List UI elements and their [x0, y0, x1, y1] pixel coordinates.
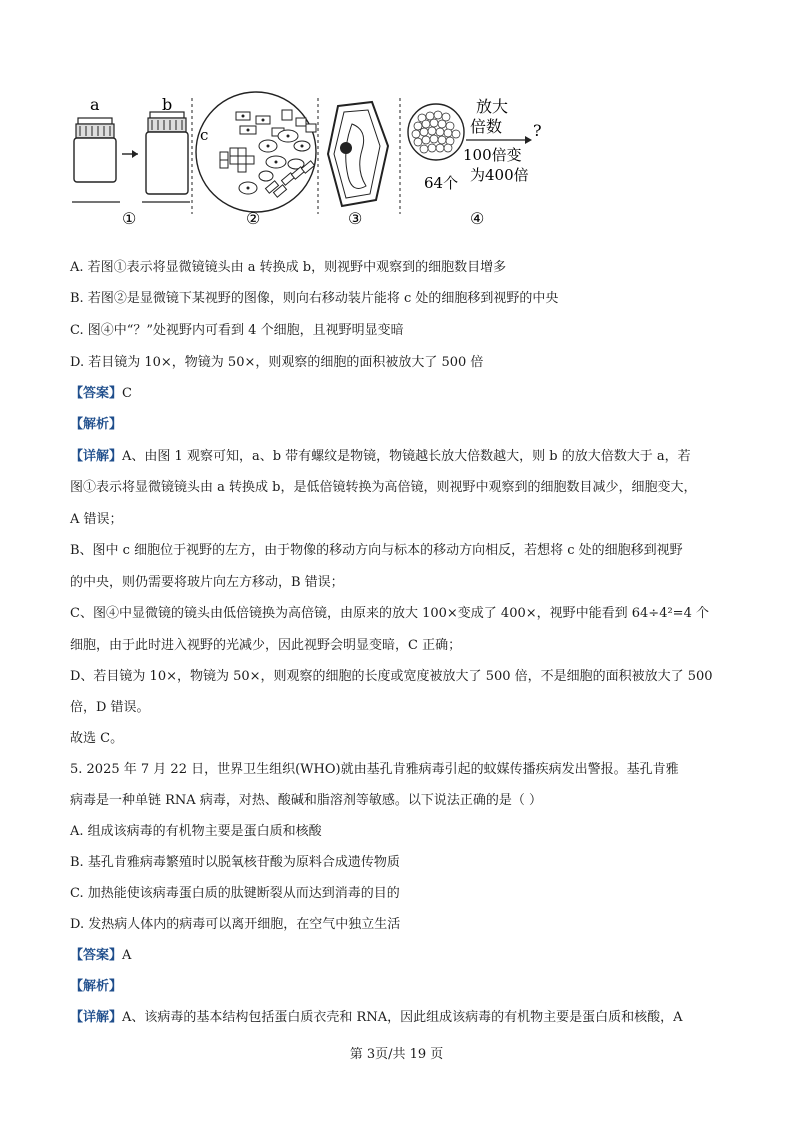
detail-tag: 【详解】 [70, 1010, 123, 1025]
detail-tag: 【详解】 [70, 449, 123, 464]
question-5-option-a: A. 组成该病毒的有机物主要是蛋白质和核酸 [70, 824, 322, 839]
option-d: D. 若目镜为 10×，物镜为 50×，则观察的细胞的面积被放大了 500 倍 [70, 355, 484, 370]
question-5-line-2: 病毒是一种单链 RNA 病毒，对热、酸碱和脂溶剂等敏感。以下说法正确的是（ ） [70, 793, 542, 808]
detail-text: A、该病毒的基本结构包括蛋白质衣壳和 RNA，因此组成该病毒的有机物主要是蛋白质和核酸，A [122, 1010, 683, 1025]
detail-line-9: 倍，D 错误。 [70, 700, 150, 715]
label-a: a [90, 95, 100, 114]
panel-1-label: ① [122, 209, 137, 228]
nucleus [340, 142, 352, 154]
analysis-line-2 [70, 977, 122, 997]
objective-lens-b [146, 112, 188, 194]
page-footer: 第 3页/共 19 页 [349, 1047, 444, 1062]
question-5-option-d: D. 发热病人体内的病毒可以离开细胞，在空气中独立生活 [70, 917, 401, 932]
panel-4-label: ④ [470, 209, 485, 228]
text-beishu: 倍数 [470, 117, 503, 136]
question-mark: ? [533, 121, 542, 140]
detail-line-7: 细胞，由于此时进入视野的光减少，因此视野会明显变暗，C 正确； [70, 638, 462, 653]
question-5-option-b: B. 基孔肯雅病毒繁殖时以脱氧核苷酸为原料合成遗传物质 [70, 855, 400, 870]
detail-line-8: D、若目镜为 10×，物镜为 50×，则观察的细胞的长度或宽度被放大了 500 倍，不是细胞的面积被放大了 500 [70, 669, 713, 684]
panel-2-label: ② [246, 209, 261, 228]
detail-line-q5 [70, 1008, 682, 1028]
answer-line-2 [70, 946, 131, 966]
analysis-tag: 【解析】 [70, 417, 123, 432]
detail-line-2: 图①表示将显微镜镜头由 a 转换成 b，是低倍镜转换为高倍镜，则视野中观察到的细胞数目减少，细胞变大， [70, 480, 697, 495]
text-400: 为400倍 [470, 166, 529, 184]
question-5-line-1: 5. 2025 年 7 月 22 日，世界卫生组织(WHO)就由基孔肯雅病毒引起的蚊媒传播疾病发出警报。基孔肯雅 [70, 762, 679, 777]
option-c: C. 图④中“？”处视野内可看到 4 个细胞，且视野明显变暗 [70, 323, 404, 338]
answer-line [70, 384, 132, 404]
detail-line-3: A 错误； [70, 512, 123, 527]
analysis-line [70, 415, 122, 435]
label-b: b [162, 95, 173, 114]
text-100: 100倍变 [463, 146, 522, 164]
detail-line-1 [70, 447, 691, 467]
objective-lens-a [74, 118, 116, 182]
field-of-view [196, 92, 316, 212]
option-a: A. 若图①表示将显微镜镜头由 a 转换成 b，则视野中观察到的细胞数目增多 [70, 260, 507, 275]
label-c: c [200, 126, 209, 144]
question-5-option-c: C. 加热能使该病毒蛋白质的肽键断裂从而达到消毒的目的 [70, 886, 400, 901]
answer-value: C [122, 386, 132, 401]
answer-value: A [122, 948, 132, 963]
option-b: B. 若图②是显微镜下某视野的图像，则向右移动装片能将 c 处的细胞移到视野的中央 [70, 291, 559, 306]
answer-tag: 【答案】 [70, 386, 123, 401]
detail-text: A、由图 1 观察可知，a、b 带有螺纹是物镜，物镜越长放大倍数越大，则 b 的放大倍数大于 a，若 [122, 449, 691, 464]
detail-line-10: 故选 C。 [70, 731, 124, 746]
text-fangda: 放大 [476, 97, 509, 116]
analysis-tag: 【解析】 [70, 979, 123, 994]
microscope-figure [70, 90, 550, 230]
detail-line-4: B、图中 c 细胞位于视野的左方，由于物像的移动方向与标本的移动方向相反，若想将 c 处的细胞移到视野 [70, 543, 683, 558]
detail-line-6: C、图④中显微镜的镜头由低倍镜换为高倍镜，由原来的放大 100×变成了 400×，视野中能看到 64÷4²=4 个 [70, 606, 709, 621]
count-64: 64个 [424, 174, 459, 192]
detail-line-5: 的中央，则仍需要将玻片向左方移动，B 错误； [70, 575, 344, 590]
answer-tag: 【答案】 [70, 948, 123, 963]
panel-3-label: ③ [348, 209, 363, 228]
